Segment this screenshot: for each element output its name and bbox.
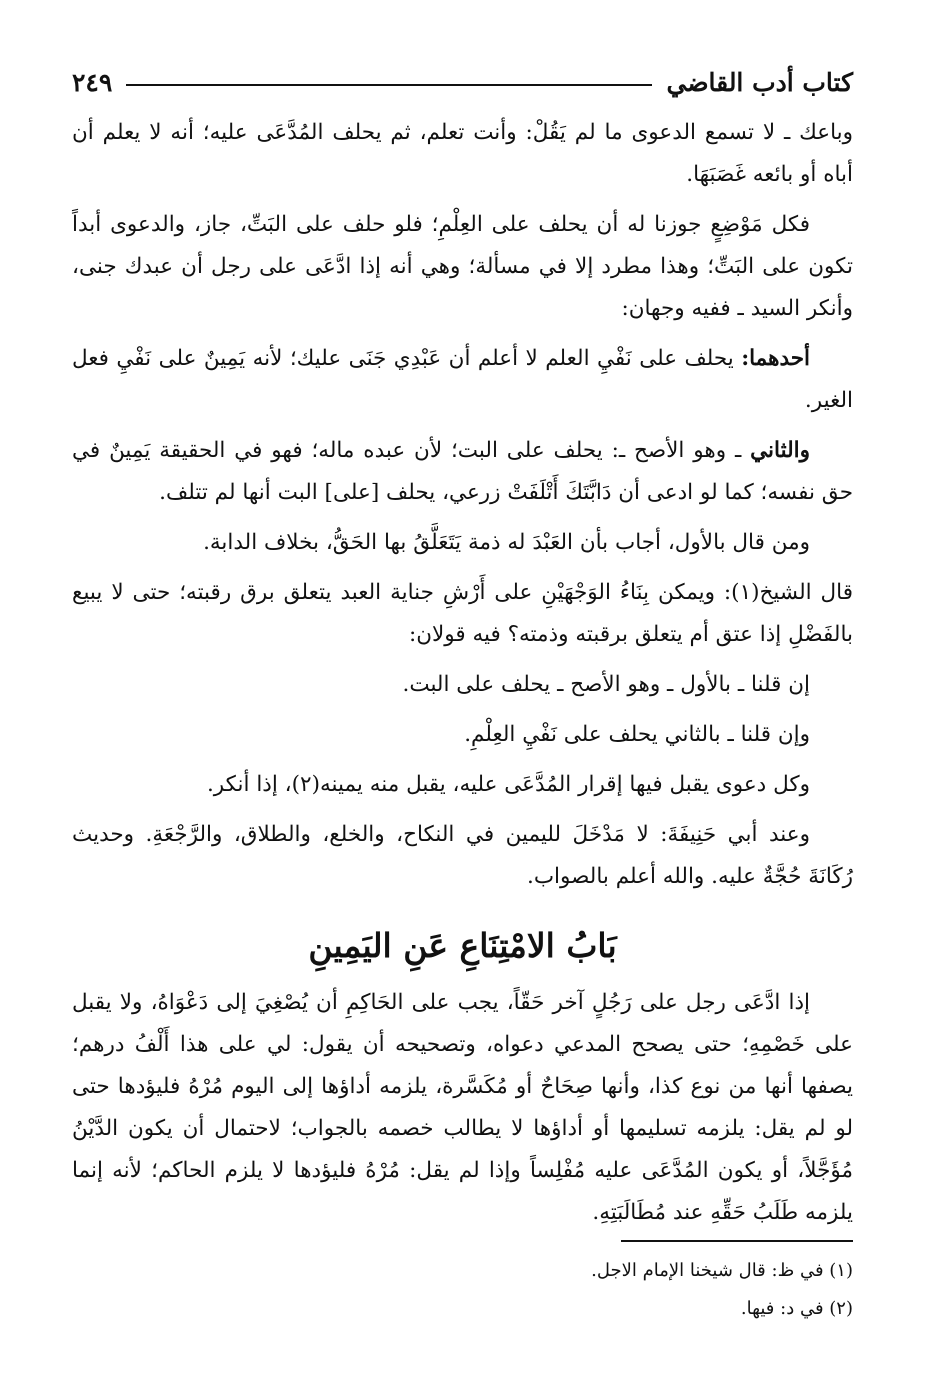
paragraph-10: وعند أبي حَنِيفَةَ: لا مَدْخَلَ لليمين في النكاح، والخلع، والطلاق، والرَّجْعَةِ. وحديث رُكَانَةَ حُجَّةٌ عليه. والله أعلم بالصواب.	[72, 822, 853, 889]
paragraph-7: إن قلنا ـ بالأول ـ وهو الأصح ـ يحلف على البت.	[402, 672, 810, 697]
paragraph-9: وكل دعوى يقبل فيها إقرار المُدَّعَى عليه، يقبل منه يمينه(٢)، إذا أنكر.	[206, 772, 810, 797]
footnote-1: (١) في ظ: قال شيخنا الإمام الاجل.	[591, 1260, 853, 1281]
footnote-2: (٢) في د: فيها.	[740, 1298, 853, 1319]
page-number: ٢٤٩	[72, 67, 113, 97]
book-title: كتاب أدب القاضي	[666, 67, 853, 97]
paragraph-5: ومن قال بالأول، أجاب بأن العَبْدَ له ذمة يَتَعَلَّقُ بها الحَقُّ، بخلاف الدابة.	[203, 530, 810, 555]
paragraph-lead: أحدهما:	[741, 346, 810, 371]
paragraph-1: وباعك ـ لا تسمع الدعوى ما لم يَقُلْ: وأنت تعلم، ثم يحلف المُدَّعَى عليه؛ أنه لا يعلم أن أباه أو بائعه غَصَبَهَا.	[72, 120, 853, 187]
footnotes	[72, 1240, 853, 1328]
chapter-paragraph-1: إذا ادَّعَى رجل على رَجُلٍ آخر حَقّاً، يجب على الحَاكِمِ أن يُصْغِيَ إلى دَعْوَاهُ، ولا يقبل على خَصْمِهِ؛ حتى يصحح المدعي دعواه، وتصحيحه أن يقول: لي على هذا أَلْفُ درهم؛ يصفها أنها من نوع كذا، وأنها صِحَاحٌ أو مُكَسَّرة، يلزمه أداؤها إلى اليوم مُرْهُ فليؤدها حتى لو لم يقل: يلزمه تسليمها أو أداؤها لا يطالب خصمه بالجواب؛ لاحتمال أن يكون الدَّيْنُ مُؤَجَّلاً، أو يكون المُدَّعَى عليه مُفْلِساً وإذا لم يقل: مُرْهُ فليؤدها لا يلزم الحاكم؛ لأنه إنما يلزمه طَلَبُ حَقِّهِ عند مُطَالَبَتِهِ.	[72, 990, 853, 1225]
main-text	[72, 112, 853, 1242]
paragraph-3: أحدهما: يحلف على نَفْيِ العلم لا أعلم أن عَبْدِي جَنَى عليك؛ لأنه يَمِينٌ على نَفْيِ فعل الغير.	[72, 346, 853, 413]
paragraph-2: فكل مَوْضِعٍ جوزنا له أن يحلف على العِلْمِ؛ فلو حلف على البَتِّ، جاز، والدعوى أبداً تكون على البَتِّ؛ وهذا مطرد إلا في مسألة؛ وهي أنه إذا ادَّعَى على رجل أن عبدك جنى، وأنكر السيد ـ ففيه وجهان:	[72, 212, 853, 321]
footnote-separator	[621, 1240, 853, 1242]
header-rule	[126, 84, 652, 86]
running-header	[72, 62, 853, 102]
paragraph-6: قال الشيخ(١): ويمكن بِنَاءُ الوَجْهَيْنِ على أَرْشِ جناية العبد يتعلق برق رقبته؛ حتى لا يبيع بالفَضْلِ إذا عتق أم يتعلق برقبته وذمته؟ فيه قولان:	[72, 580, 853, 647]
paragraph-4: والثاني ـ وهو الأصح ـ: يحلف على البت؛ لأن عبده ماله؛ فهو في الحقيقة يَمِينٌ في حق نفسه؛ كما لو ادعى أن دَابَّتَكَ أَتْلَفَتْ زرعي، يحلف [على] البت أنها لم تتلف.	[72, 438, 853, 505]
chapter-title: بَابُ الامْتِنَاعِ عَنِ اليَمِينِ	[308, 926, 617, 965]
paragraph-lead: والثاني	[750, 438, 810, 463]
paragraph-8: وإن قلنا ـ بالثاني يحلف على نَفْيِ العِلْمِ.	[464, 722, 810, 747]
